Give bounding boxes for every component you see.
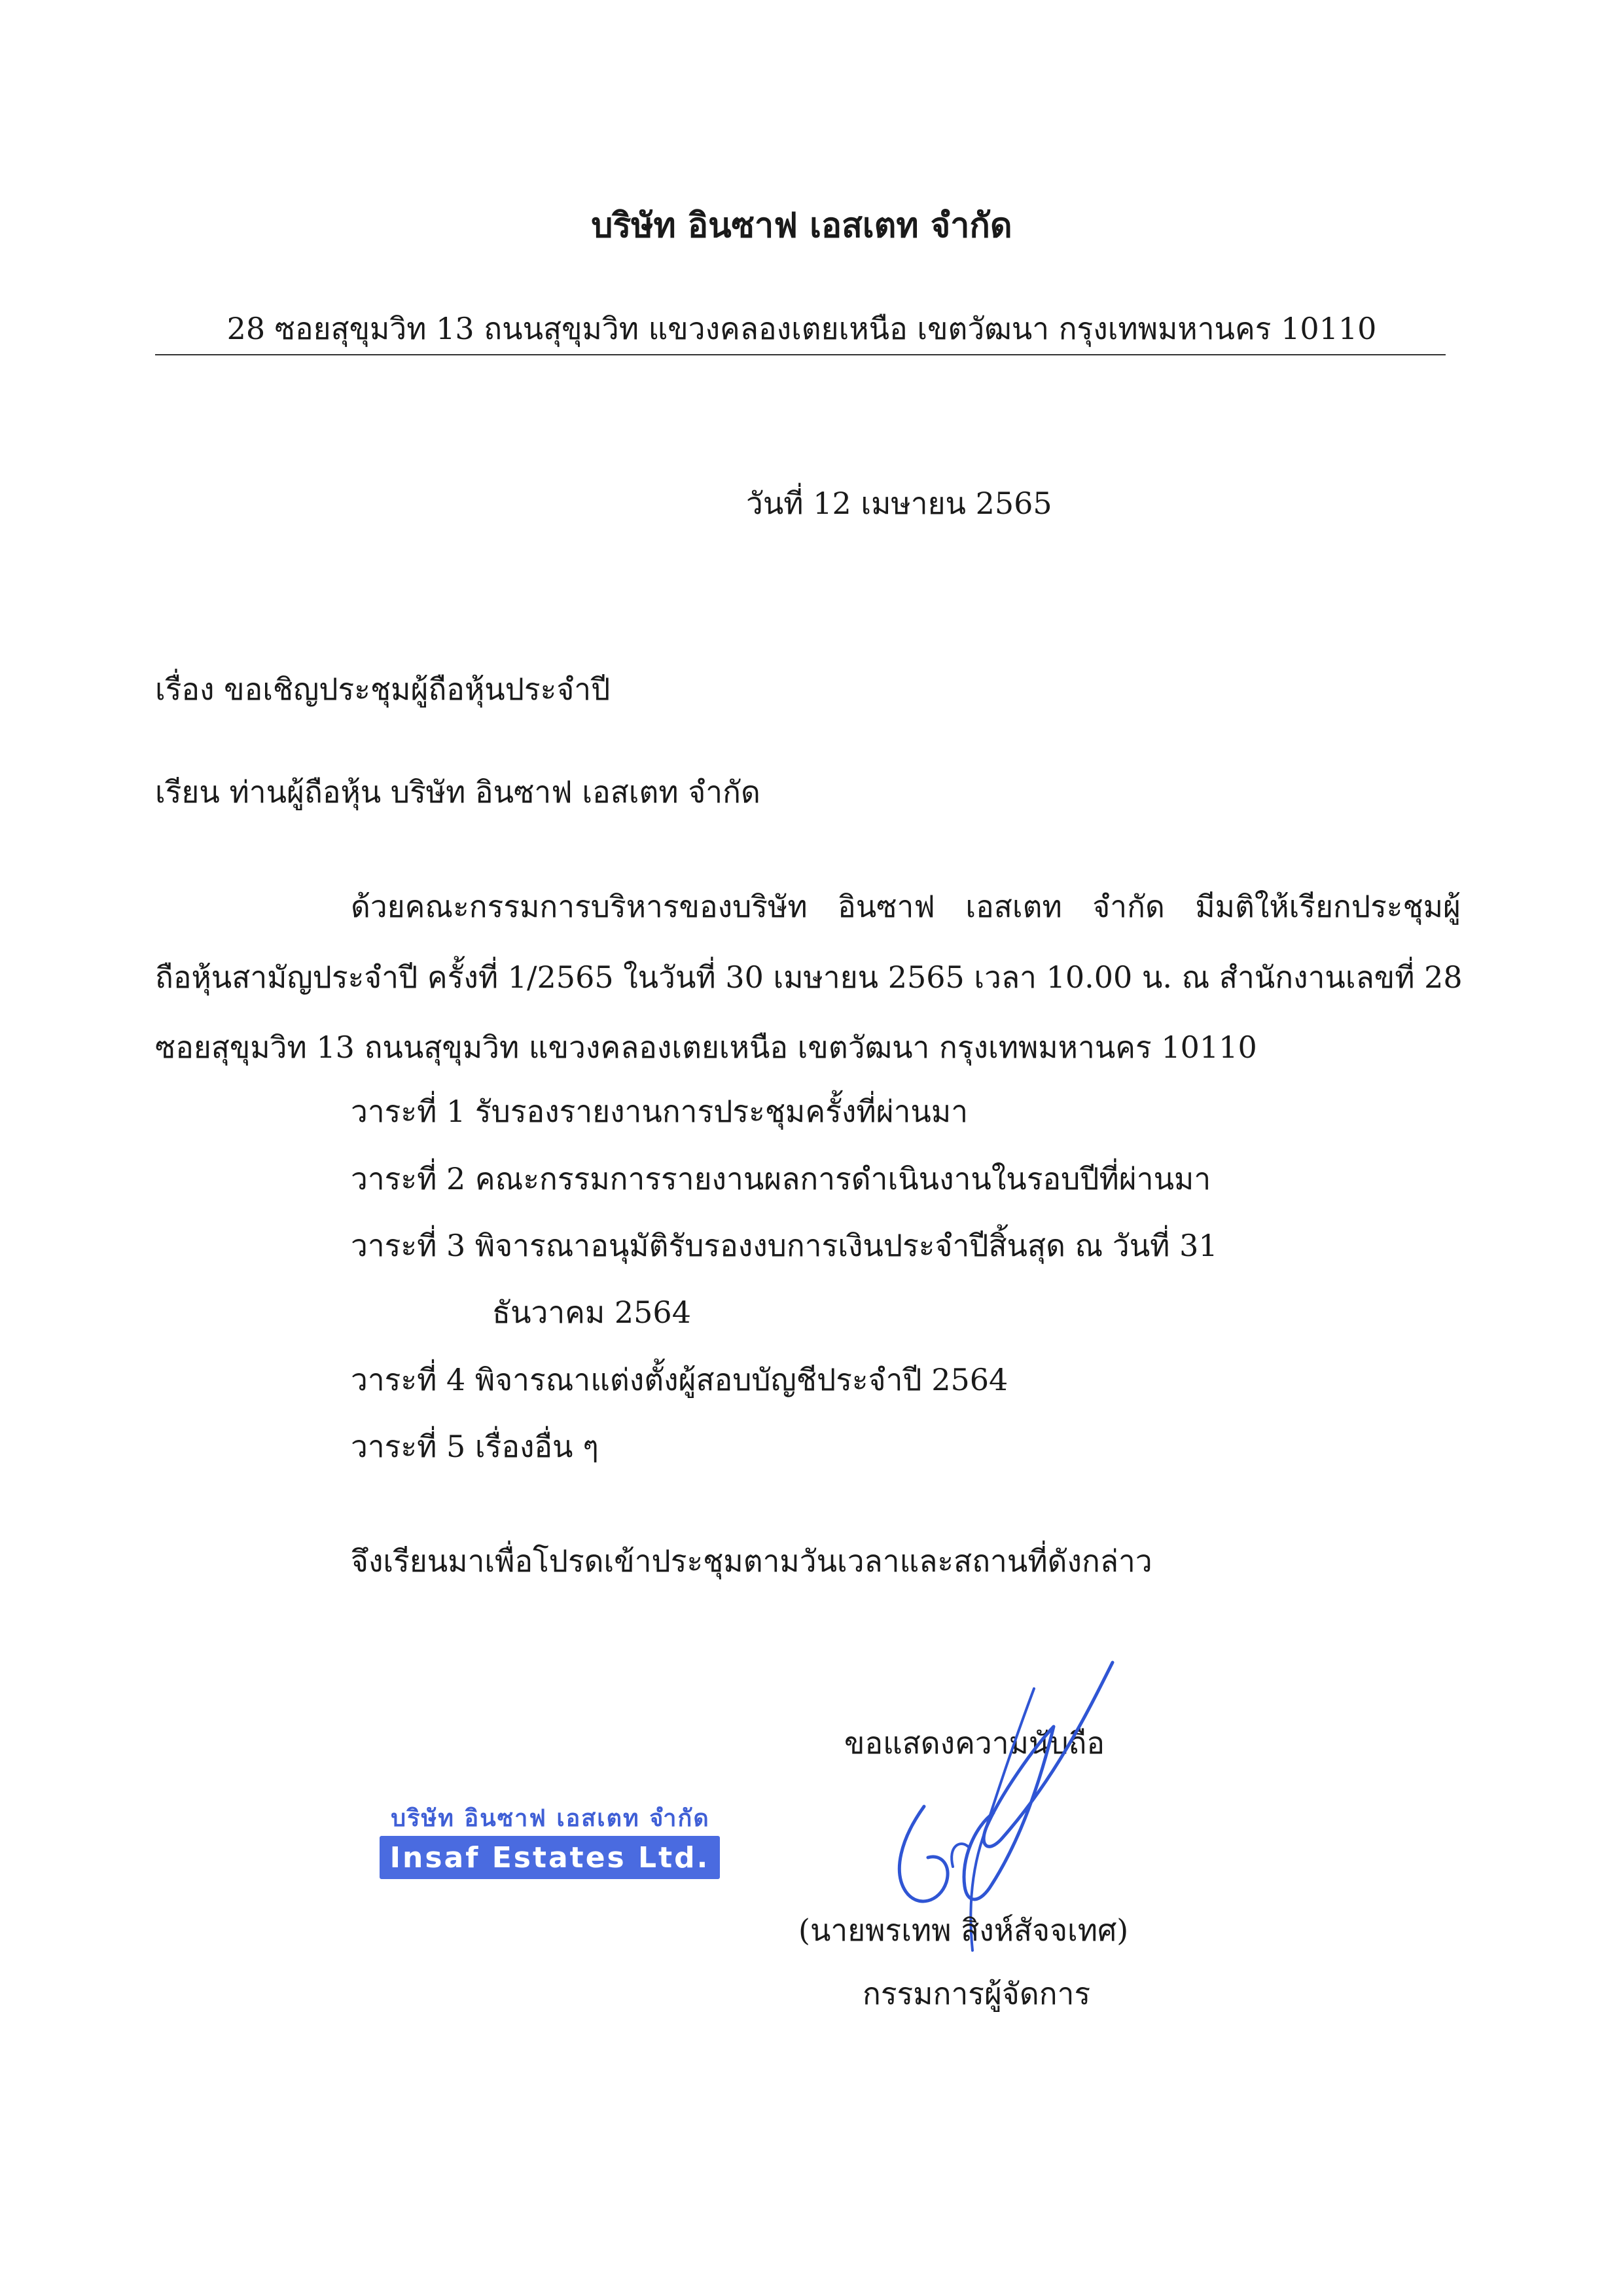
body-paragraph-line-1: ด้วยคณะกรรมการบริหารของบริษัท อินซาฟ เอสเตท จำกัด มีมติให้เรียกประชุมผู้ — [351, 889, 1461, 924]
header-divider — [155, 354, 1446, 355]
signer-name: (นายพรเทพ สิงห์สัจจเทศ) — [798, 1912, 1129, 1948]
company-name: บริษัท อินซาฟ เอสเตท จำกัด — [591, 206, 1012, 245]
body-paragraph-line-3: ซอยสุขุมวิท 13 ถนนสุขุมวิท แขวงคลองเตยเหนือ เขตวัฒนา กรุงเทพมหานคร 10110 — [155, 1030, 1257, 1065]
stamp-english-box — [380, 1836, 720, 1879]
regards-line: ขอแสดงความนับถือ — [844, 1725, 1105, 1761]
company-stamp — [378, 1798, 722, 1884]
agenda-item-4: วาระที่ 4 พิจารณาแต่งตั้งผู้สอบบัญชีประจำปี 2564 — [351, 1362, 1008, 1397]
stamp-thai-text: บริษัท อินซาฟ เอสเตท จำกัด — [391, 1805, 710, 1832]
body-paragraph-line-2: ถือหุ้นสามัญประจำปี ครั้งที่ 1/2565 ในวันที่ 30 เมษายน 2565 เวลา 10.00 น. ณ สำนักงานเลขที่ 28 — [155, 960, 1463, 995]
stamp-english-text: Insaf Estates Ltd. — [389, 1841, 710, 1874]
letter-recipient: เรียน ท่านผู้ถือหุ้น บริษัท อินซาฟ เอสเตท จำกัด — [155, 774, 760, 810]
agenda-item-2: วาระที่ 2 คณะกรรมการรายงานผลการดำเนินงานในรอบปีที่ผ่านมา — [351, 1161, 1211, 1196]
agenda-item-3-continued: ธันวาคม 2564 — [492, 1295, 691, 1330]
closing-line: จึงเรียนมาเพื่อโปรดเข้าประชุมตามวันเวลาและสถานที่ดังกล่าว — [351, 1543, 1152, 1579]
agenda-item-5: วาระที่ 5 เรื่องอื่น ๆ — [351, 1429, 599, 1464]
letter-subject: เรื่อง ขอเชิญประชุมผู้ถือหุ้นประจำปี — [155, 672, 611, 707]
company-address: 28 ซอยสุขุมวิท 13 ถนนสุขุมวิท แขวงคลองเตยเหนือ เขตวัฒนา กรุงเทพมหานคร 10110 — [226, 311, 1377, 346]
signer-title: กรรมการผู้จัดการ — [863, 1976, 1091, 2011]
agenda-item-1: วาระที่ 1 รับรองรายงานการประชุมครั้งที่ผ่านมา — [351, 1094, 969, 1129]
letter-date: วันที่ 12 เมษายน 2565 — [746, 486, 1052, 521]
agenda-item-3: วาระที่ 3 พิจารณาอนุมัติรับรองงบการเงินประจำปีสิ้นสุด ณ วันที่ 31 — [351, 1228, 1218, 1263]
